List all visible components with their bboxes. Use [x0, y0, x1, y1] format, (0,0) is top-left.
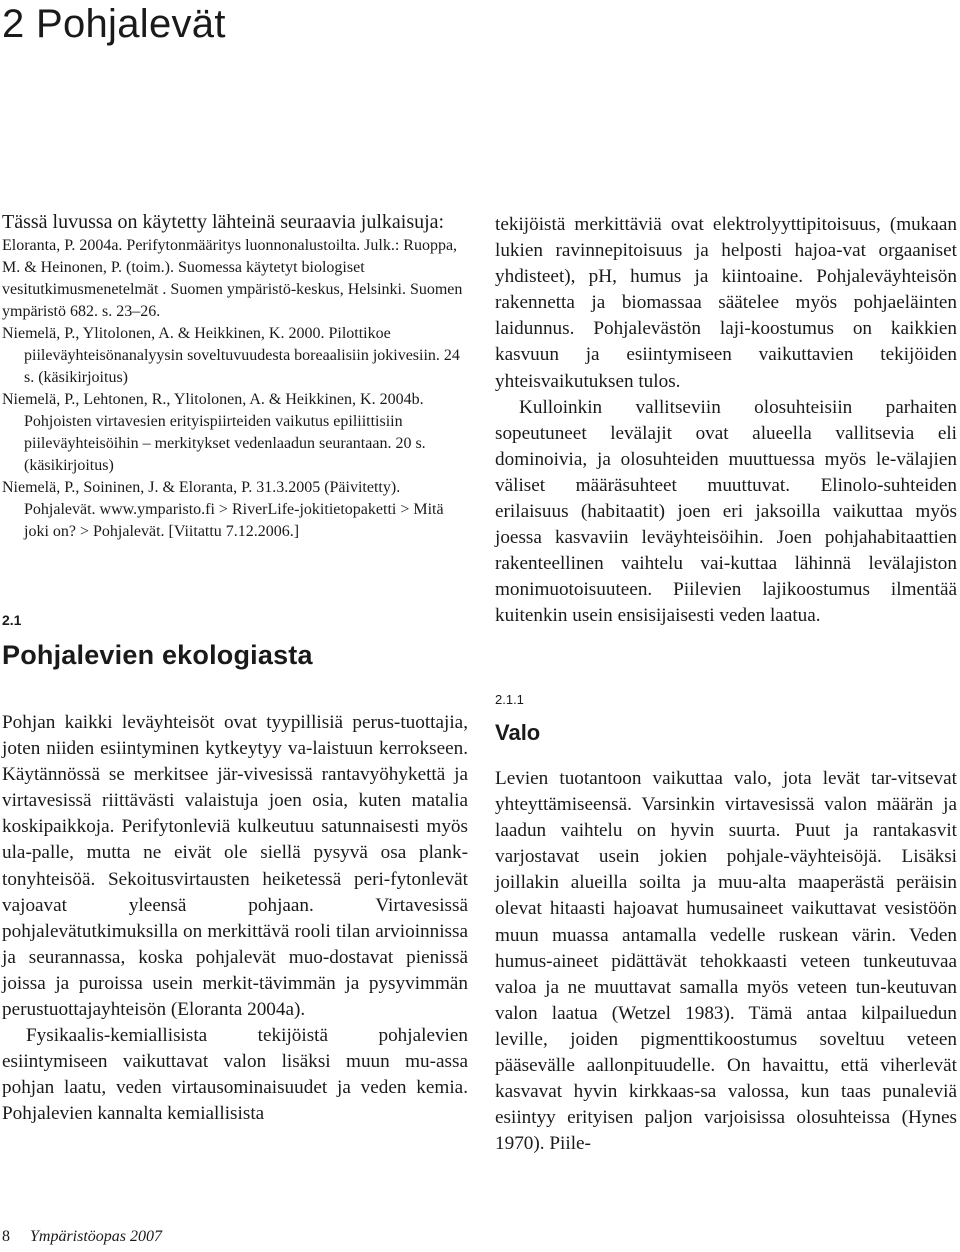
sources-intro: Tässä luvussa on käytetty lähteinä seuraavia julkaisuja:: [2, 211, 445, 233]
subsection-title: Valo: [495, 720, 541, 745]
page-number: 8: [2, 1228, 10, 1245]
reference-item: Niemelä, P., Ylitolonen, A. & Heikkinen, K. 2000. Pilottikoe piileväyhteisönanalyysin soveltuvuudesta boreaalisiin jokivesiin. 24 s. (käsikirjoitus): [2, 325, 460, 386]
body-paragraph: Kulloinkin vallitseviin olosuhteisiin parhaiten sopeutuneet levälajit ovat alueella vallitsevia eli dominoivia, ja olosuhteiden muuttuessa myös le-välajien väliset määräsuhteet muuttuvat. Elinolo-suhteiden erilaisuus (habitaatit) joen eri jaksoilla vaikuttaa myös joessa kasvaviin leväyhteisöihin. Joen pohjahabitaattien rakenteellinen vaihtelu vai-kuttaa lähinnä levälajiston monimuotoisuuteen. Piilevien lajikoostumus ilmentää kuitenkin usein ensisijaisesti veden laatua.: [495, 396, 957, 627]
page-footer: [2, 1228, 162, 1246]
reference-item: Niemelä, P., Lehtonen, R., Ylitolonen, A. & Heikkinen, K. 2004b. Pohjoisten virtavesien erityispiirteiden vaikutus epiliittisiin piileväyhteisöihin – merkitykset vedenlaadun seurantaan. 20 s. (käsikirjoitus): [2, 391, 426, 474]
reference-list: [2, 235, 468, 543]
reference-item: Eloranta, P. 2004a. Perifytonmääritys luonnonalustoilta. Julk.: Ruoppa, M. & Heinonen, P. (toim.). Suomessa käytetyt biologiset vesitutkimusmenetelmät . Suomen ympäristö-keskus, Helsinki. Suomen ympäristö 682. s. 23–26.: [2, 237, 463, 320]
subsection-number: 2.1.1: [495, 692, 524, 707]
reference-item: Niemelä, P., Soininen, J. & Eloranta, P. 31.3.2005 (Päivitetty). Pohjalevät. www.ymparisto.fi > RiverLife-jokitietopaketti > Mitä joki on? > Pohjalevät. [Viitattu 7.12.2006.]: [2, 479, 444, 540]
body-paragraph: Fysikaalis-kemiallisista tekijöistä pohjalevien esiintymiseen vaikuttavat valon lisäksi muun mu-assa pohjan laatu, veden virtausominaisuudet ja veden kemia. Pohjalevien kannalta kemiallisista: [2, 1025, 468, 1125]
left-column: [2, 210, 468, 543]
body-paragraph: tekijöistä merkittäviä ovat elektrolyyttipitoisuus, (mukaan lukien ravinnepitoisuus ja helposti hajoa-vat orgaaniset yhdisteet), pH, humus ja kiintoaine. Pohjaleväyhteisön rakennetta ja biomassaa säätelee myös pohjaeläinten laidunnus. Pohjalevästön laji-koostumus on kaikkien kasvuun ja esiintymiseen vaikuttavien tekijöiden yhteisvaikutuksen tulos.: [495, 214, 957, 392]
right-body-bottom: [495, 766, 957, 1157]
body-paragraph: Pohjan kaikki leväyhteisöt ovat tyypillisiä perus-tuottajia, joten niiden esiintyminen kytkeytyy va-laistuun kerrokseen. Käytännössä se merkitsee jär-vivesissä rantavyöhykettä ja virtavesissä riittävästi valaistuja joen osia, kuten matalia koskipaikkoja. Perifytonleviä kulkeutuu satunnaisesti myös ula-palle, mutta ne eivät ole siellä pysyvä osa plank-tonyhteisöä. Sekoitusvirtausten heiketessä peri-fytonlevät vajoavat yleensä pohjaan. Virtavesissä pohjalevätutkimuksilla on merkittävä rooli tilan arvioinnissa ja seurannassa, koska pohjalevät muo-dostavat pienissä joissa ja puroissa usein merkit-tävimmän ja pysyvimmän perustuottajayhteisön (Eloranta 2004a).: [2, 712, 468, 1021]
section-title: Pohjalevien ekologiasta: [2, 640, 313, 670]
body-paragraph: Levien tuotantoon vaikuttaa valo, jota levät tar-vitsevat yhteyttämiseensä. Varsinkin virtavesissä valon määrän ja laadun vaihtelu on hyvin suurta. Puut ja rantakasvit varjostavat usein jokien pohjale-väyhteisöjä. Lisäksi joillakin alueilla soilta ja muu-alta maaperästä peräisin olevat hitaasti hajoavat humusaineet vaikuttavat vesistöön muun muassa antamalla vedelle ruskean värin. Veden humus-aineet pidättävät tehokkaasti veteen tunkeutuvaa valoa ja ne muuttavat samalla myös veteen tun-keutuvan valon laatua (Wetzel 1983). Tämä antaa kilpailuedun leville, joiden pigmenttikoostumus soveltuu veteen pääsevälle aallonpituudelle. On havaittu, että viherlevät kasvavat hyvin kirkkaas-sa valossa, kun taas punaleviä esiintyy erityisen paljon varjoisissa olosuhteissa (Hynes 1970). Piile-: [495, 768, 957, 1155]
publication-name: Ympäristöopas 2007: [30, 1228, 163, 1245]
right-body-top: [495, 212, 957, 630]
chapter-title: 2 Pohjalevät: [2, 2, 226, 46]
section-number: 2.1: [2, 612, 22, 628]
left-body: [2, 710, 468, 1128]
